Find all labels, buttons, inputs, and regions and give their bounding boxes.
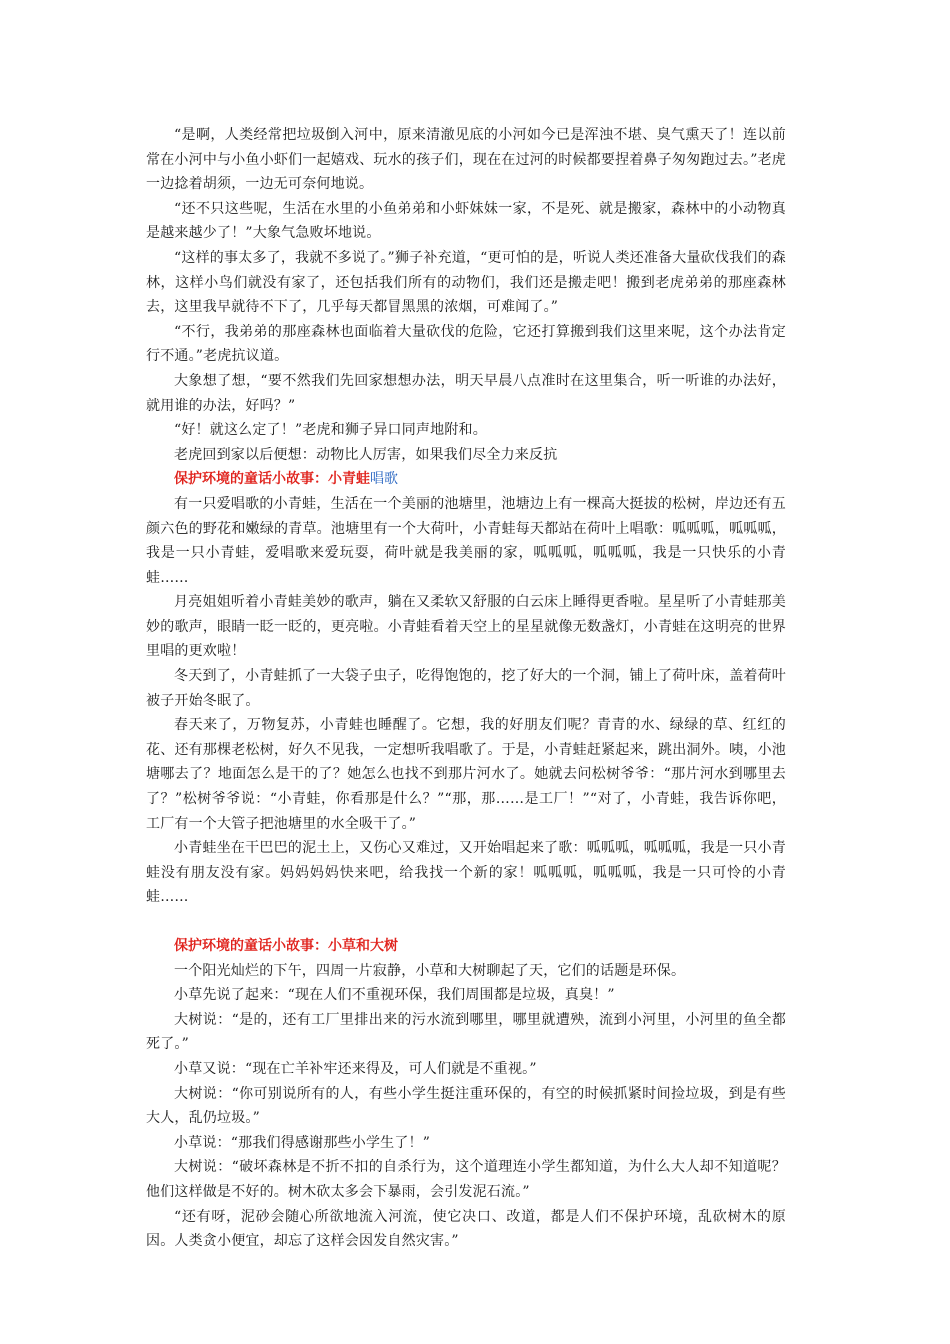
paragraph: “是啊，人类经常把垃圾倒入河中，原来清澈见底的小河如今已是浑浊不堪、臭气熏天了！连以前常在小河中与小鱼小虾们一起嬉戏、玩水的孩子们，现在在过河的时候都要捏着鼻子匆匆跑过去。”老虎一边捻着胡须，一边无可奈何地说。 xyxy=(146,127,786,193)
document-page xyxy=(146,123,786,1254)
story-little-frog xyxy=(146,467,786,910)
paragraph: 小草先说了起来：“现在人们不重视环保，我们周围都是垃圾，真臭！” xyxy=(174,987,615,1004)
paragraph: 一个阳光灿烂的下午，四周一片寂静，小草和大树聊起了天，它们的话题是环保。 xyxy=(174,962,686,979)
paragraph: “这样的事太多了，我就不多说了。”狮子补充道，“更可怕的是，听说人类还准备大量砍伐我们的森林，这样小鸟们就没有家了，还包括我们所有的动物们，我们还是搬走吧！搬到老虎弟弟的那座森林去，这里我早就待不下了，几乎每天都冒黑黑的浓烟，可难闻了。” xyxy=(146,249,786,316)
paragraph: 大象想了想，“要不然我们先回家想想办法，明天早晨八点准时在这里集合，听一听谁的办法好，就用谁的办法，好吗？” xyxy=(146,372,786,414)
paragraph: 月亮姐姐听着小青蛙美妙的歌声，躺在又柔软又舒服的白云床上睡得更香啦。星星听了小青蛙那美妙的歌声，眼睛一眨一眨的，更亮啦。小青蛙看着天空上的星星就像无数盏灯，小青蛙在这明亮的世界里唱的更欢啦！ xyxy=(146,594,786,660)
paragraph: “好！就这么定了！”老虎和狮子异口同声地附和。 xyxy=(174,422,487,439)
paragraph: 冬天到了，小青蛙抓了一大袋子虫子，吃得饱饱的，挖了好大的一个洞，铺上了荷叶床，盖着荷叶被子开始冬眠了。 xyxy=(146,668,786,709)
paragraph: 小青蛙坐在干巴巴的泥土上，又伤心又难过，又开始唱起来了歌：呱呱呱，呱呱呱，我是一只小青蛙没有朋友没有家。妈妈妈妈快来吧，给我找一个新的家！呱呱呱，呱呱呱，我是一只可怜的小青蛙…… xyxy=(146,840,786,906)
paragraph: 大树说：“你可别说所有的人，有些小学生挺注重环保的，有空的时候抓紧时间捡垃圾，到是有些大人，乱仍垃圾。” xyxy=(146,1085,786,1127)
story-animals xyxy=(146,123,786,467)
paragraph: 大树说：“破坏森林是不折不扣的自杀行为，这个道理连小学生都知道，为什么大人却不知道呢？他们这样做是不好的。树木砍太多会下暴雨，会引发泥石流。” xyxy=(146,1159,786,1200)
section-gap xyxy=(146,910,786,934)
paragraph: “不行，我弟弟的那座森林也面临着大量砍伐的危险，它还打算搬到我们这里来呢，这个办法肯定行不通。”老虎抗议道。 xyxy=(146,323,786,365)
paragraph: 老虎回到家以后便想：动物比人厉害，如果我们尽全力来反抗 xyxy=(174,446,558,463)
paragraph: 大树说：“是的，还有工厂里排出来的污水流到哪里，哪里就遭殃，流到小河里，小河里的鱼全都死了。” xyxy=(146,1011,786,1053)
paragraph: 春天来了，万物复苏，小青蛙也睡醒了。它想，我的好朋友们呢？青青的水、绿绿的草、红红的花、还有那棵老松树，好久不见我，一定想听我唱歌了。于是，小青蛙赶紧起来，跳出洞外。咦，小池塘哪去了？地面怎么是干的了？她怎么也找不到那片河水了。她就去问松树爷爷：“那片河水到哪里去了？”松树爷爷说：“小青蛙，你看那是什么？”“那，那……是工厂！”“对了，小青蛙，我告诉你吧，工厂有一个大管子把池塘里的水全吸干了。” xyxy=(146,717,786,832)
paragraph: 有一只爱唱歌的小青蛙，生活在一个美丽的池塘里，池塘边上有一棵高大挺拔的松树，岸边还有五颜六色的野花和嫩绿的青草。池塘里有一个大荷叶，小青蛙每天都站在荷叶上唱歌：呱呱呱，呱呱呱，我是一只小青蛙，爱唱歌来爱玩耍，荷叶就是我美丽的家，呱呱呱，呱呱呱，我是一只快乐的小青蛙…… xyxy=(146,495,786,586)
paragraph: 小草说：“那我们得感谢那些小学生了！” xyxy=(174,1134,431,1151)
story-heading-text: 保护环境的童话小故事：小青蛙 xyxy=(174,471,370,488)
paragraph: 小草又说：“现在亡羊补牢还来得及，可人们就是不重视。” xyxy=(174,1060,537,1077)
story-grass-and-tree xyxy=(146,934,786,1254)
paragraph: “还不只这些呢，生活在水里的小鱼弟弟和小虾妹妹一家，不是死、就是搬家，森林中的小动物真是越来越少了！”大象气急败坏地说。 xyxy=(146,200,786,242)
paragraph: “还有呀，泥砂会随心所欲地流入河流，使它决口、改道，都是人们不保护环境，乱砍树木的原因。人类贪小便宜，却忘了这样会因发自然灾害。” xyxy=(146,1208,786,1250)
story-heading xyxy=(146,467,786,492)
heading-link[interactable]: 唱歌 xyxy=(370,471,398,488)
story-heading: 保护环境的童话小故事：小草和大树 xyxy=(174,938,398,954)
